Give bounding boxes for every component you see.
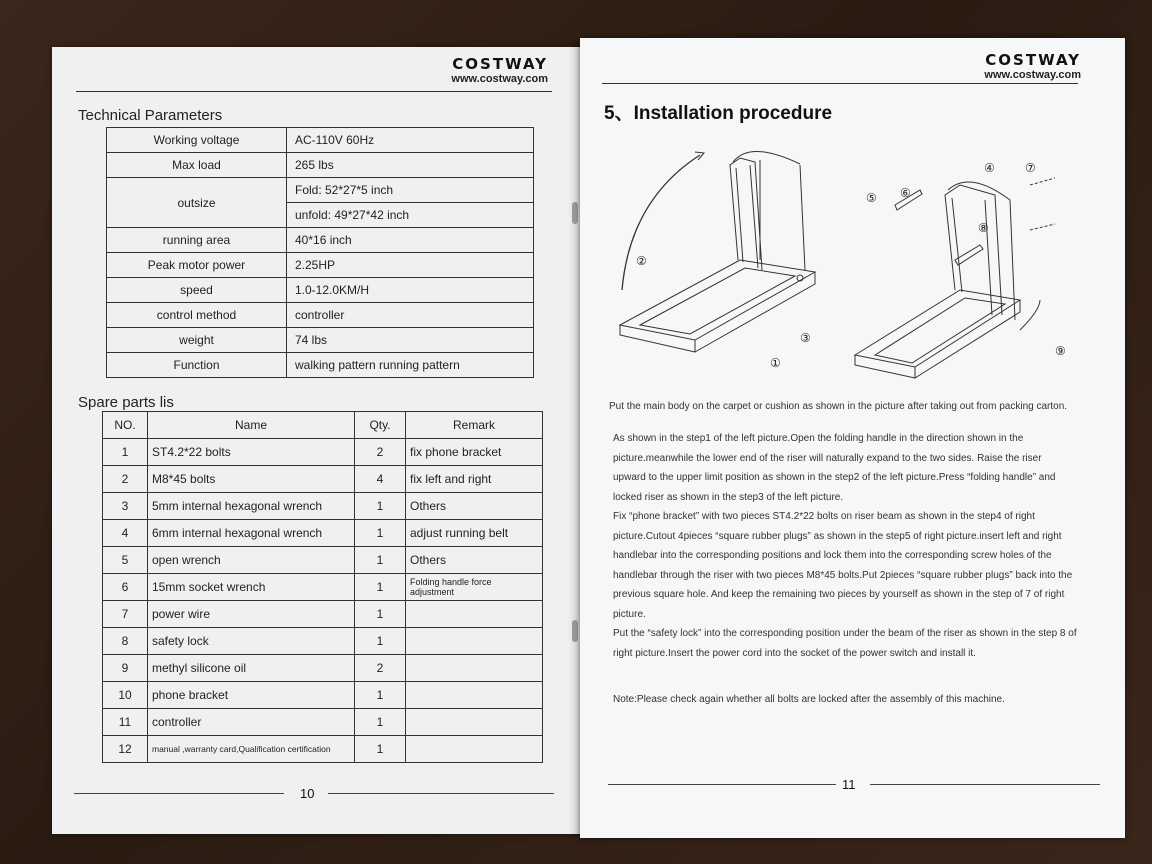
parts-row bbox=[103, 682, 543, 709]
part-no: 5 bbox=[103, 547, 148, 574]
param-value: Fold: 52*27*5 inch bbox=[287, 178, 534, 203]
step-line: handlebar through the riser with two pieces M8*45 bolts.Put 2pieces “square rubber plugs” back into the bbox=[613, 569, 1073, 581]
part-remark: Folding handle force adjustment bbox=[406, 574, 543, 601]
part-remark bbox=[406, 709, 543, 736]
header-remark: Remark bbox=[406, 412, 543, 439]
part-name: power wire bbox=[148, 601, 355, 628]
left-page bbox=[52, 47, 582, 834]
part-no: 12 bbox=[103, 736, 148, 763]
param-row bbox=[107, 128, 534, 153]
parts-row bbox=[103, 709, 543, 736]
parts-row bbox=[103, 547, 543, 574]
part-qty: 1 bbox=[355, 547, 406, 574]
part-qty: 1 bbox=[355, 574, 406, 601]
part-remark: Others bbox=[406, 547, 543, 574]
part-qty: 1 bbox=[355, 601, 406, 628]
parts-row bbox=[103, 439, 543, 466]
part-no: 1 bbox=[103, 439, 148, 466]
part-no: 4 bbox=[103, 520, 148, 547]
brand-url: www.costway.com bbox=[984, 69, 1081, 81]
header-rule bbox=[602, 83, 1078, 84]
param-label: Function bbox=[107, 353, 287, 378]
part-no: 6 bbox=[103, 574, 148, 601]
param-row bbox=[107, 278, 534, 303]
page-number: 11 bbox=[842, 777, 856, 792]
step-line: As shown in the step1 of the left picture.Open the folding handle in the direction shown in the bbox=[613, 433, 1024, 444]
param-label: running area bbox=[107, 228, 287, 253]
param-label: Peak motor power bbox=[107, 253, 287, 278]
part-remark: adjust running belt bbox=[406, 520, 543, 547]
header-qty: Qty. bbox=[355, 412, 406, 439]
part-name: methyl silicone oil bbox=[148, 655, 355, 682]
part-qty: 1 bbox=[355, 520, 406, 547]
step-line: Fix “phone bracket” with two pieces ST4.2*22 bolts on riser beam as shown in the step4 of right bbox=[613, 511, 1035, 522]
left-treadmill-drawing bbox=[620, 151, 815, 352]
param-row bbox=[107, 153, 534, 178]
part-remark bbox=[406, 682, 543, 709]
step-line: picture. bbox=[613, 608, 646, 620]
param-value: 265 lbs bbox=[287, 153, 534, 178]
installation-title: 5、Installation procedure bbox=[604, 103, 833, 124]
spare-parts-title: Spare parts lis bbox=[78, 394, 174, 411]
part-no: 3 bbox=[103, 493, 148, 520]
parts-row bbox=[103, 655, 543, 682]
part-remark bbox=[406, 655, 543, 682]
callout-8: ⑧ bbox=[978, 221, 989, 235]
part-no: 8 bbox=[103, 628, 148, 655]
part-qty: 1 bbox=[355, 493, 406, 520]
param-label: Working voltage bbox=[107, 128, 287, 153]
parts-row bbox=[103, 466, 543, 493]
part-no: 9 bbox=[103, 655, 148, 682]
part-remark: fix phone bracket bbox=[406, 439, 543, 466]
part-qty: 1 bbox=[355, 709, 406, 736]
part-name: controller bbox=[148, 709, 355, 736]
header-rule bbox=[76, 91, 552, 92]
staple bbox=[572, 202, 578, 224]
param-label: weight bbox=[107, 328, 287, 353]
parts-row bbox=[103, 574, 543, 601]
installation-steps bbox=[613, 429, 1113, 663]
part-remark bbox=[406, 601, 543, 628]
note-text: Note:Please check again whether all bolts are locked after the assembly of this machine. bbox=[613, 694, 1005, 705]
staple bbox=[572, 620, 578, 642]
param-row bbox=[107, 178, 534, 203]
part-remark bbox=[406, 628, 543, 655]
parts-row bbox=[103, 493, 543, 520]
part-name: safety lock bbox=[148, 628, 355, 655]
installation-diagram bbox=[600, 120, 1100, 382]
part-remark: fix left and right bbox=[406, 466, 543, 493]
brand-url: www.costway.com bbox=[451, 73, 548, 85]
technical-parameters-title: Technical Parameters bbox=[78, 107, 223, 124]
right-brand-header bbox=[984, 51, 1081, 81]
page-number: 10 bbox=[300, 786, 315, 801]
part-name: 5mm internal hexagonal wrench bbox=[148, 493, 355, 520]
callout-6: ⑥ bbox=[900, 186, 911, 200]
brand-logo: COSTWAY bbox=[452, 55, 548, 73]
part-name: ST4.2*22 bolts bbox=[148, 439, 355, 466]
part-name: manual ,warranty card,Qualification certification bbox=[148, 736, 355, 763]
step-line: picture.Cutout 4pieces “square rubber plugs” as shown in the step5 of right picture.insert left and right bbox=[613, 530, 1062, 542]
footer-rule-left bbox=[74, 793, 284, 794]
part-name: open wrench bbox=[148, 547, 355, 574]
param-label: Max load bbox=[107, 153, 287, 178]
right-page bbox=[580, 38, 1125, 838]
right-treadmill-drawing bbox=[855, 178, 1055, 378]
param-row bbox=[107, 228, 534, 253]
part-remark bbox=[406, 736, 543, 763]
technical-parameters-table bbox=[106, 127, 534, 378]
param-value: 1.0-12.0KM/H bbox=[287, 278, 534, 303]
param-value: 74 lbs bbox=[287, 328, 534, 353]
header-name: Name bbox=[148, 412, 355, 439]
callout-7: ⑦ bbox=[1025, 161, 1036, 175]
part-qty: 2 bbox=[355, 439, 406, 466]
part-name: M8*45 bolts bbox=[148, 466, 355, 493]
parts-row bbox=[103, 520, 543, 547]
step-line: picture.meanwhile the lower end of the riser will naturally expand to the two sides. Raise the riser bbox=[613, 452, 1042, 464]
param-value: 2.25HP bbox=[287, 253, 534, 278]
part-qty: 1 bbox=[355, 682, 406, 709]
part-no: 2 bbox=[103, 466, 148, 493]
part-qty: 4 bbox=[355, 466, 406, 493]
param-label: outsize bbox=[107, 178, 287, 228]
header-no: NO. bbox=[103, 412, 148, 439]
left-brand-header bbox=[451, 55, 548, 85]
step-line: handlebar into the corresponding positions and lock them into the corresponding screw holes of the bbox=[613, 550, 1052, 561]
param-row bbox=[107, 303, 534, 328]
param-label: control method bbox=[107, 303, 287, 328]
callout-4: ④ bbox=[984, 161, 995, 175]
part-no: 10 bbox=[103, 682, 148, 709]
diagram-callouts bbox=[636, 161, 1066, 370]
param-value: unfold: 49*27*42 inch bbox=[287, 203, 534, 228]
step-line: locked riser as shown in the step3 of the left picture. bbox=[613, 491, 844, 503]
callout-1: ① bbox=[770, 356, 781, 370]
part-qty: 1 bbox=[355, 736, 406, 763]
brand-logo: COSTWAY bbox=[985, 51, 1081, 69]
callout-2: ② bbox=[636, 254, 647, 268]
callout-5: ⑤ bbox=[866, 191, 877, 205]
param-row bbox=[107, 353, 534, 378]
part-name: 6mm internal hexagonal wrench bbox=[148, 520, 355, 547]
part-qty: 2 bbox=[355, 655, 406, 682]
param-value: walking pattern running pattern bbox=[287, 353, 534, 378]
step-line: upward to the upper limit position as shown in the step2 of the left picture.Press “folding handle” and bbox=[613, 472, 1056, 483]
parts-row bbox=[103, 736, 543, 763]
param-label: speed bbox=[107, 278, 287, 303]
part-name: 15mm socket wrench bbox=[148, 574, 355, 601]
param-value: 40*16 inch bbox=[287, 228, 534, 253]
part-no: 11 bbox=[103, 709, 148, 736]
param-row bbox=[107, 253, 534, 278]
callout-9: ⑨ bbox=[1055, 344, 1066, 358]
footer-rule-left bbox=[608, 784, 836, 785]
param-value: AC-110V 60Hz bbox=[287, 128, 534, 153]
intro-text: Put the main body on the carpet or cushion as shown in the picture after taking out from packing carton. bbox=[609, 401, 1068, 412]
param-row bbox=[107, 328, 534, 353]
step-line: Put the “safety lock” into the corresponding position under the beam of the riser as shown in the step 8 of bbox=[613, 628, 1077, 639]
step-line: previous square hole. And keep the remaining two pieces by yourself as shown in the step of 7 of right bbox=[613, 589, 1065, 600]
footer-rule-right bbox=[870, 784, 1100, 785]
step-line: right picture.Insert the power cord into the socket of the power switch and install it. bbox=[613, 647, 976, 659]
spare-parts-table bbox=[102, 411, 543, 763]
parts-row bbox=[103, 628, 543, 655]
parts-row bbox=[103, 601, 543, 628]
part-qty: 1 bbox=[355, 628, 406, 655]
param-value: controller bbox=[287, 303, 534, 328]
part-name: phone bracket bbox=[148, 682, 355, 709]
part-no: 7 bbox=[103, 601, 148, 628]
footer-rule-right bbox=[328, 793, 554, 794]
callout-3: ③ bbox=[800, 331, 811, 345]
parts-header-row bbox=[103, 412, 543, 439]
part-remark: Others bbox=[406, 493, 543, 520]
